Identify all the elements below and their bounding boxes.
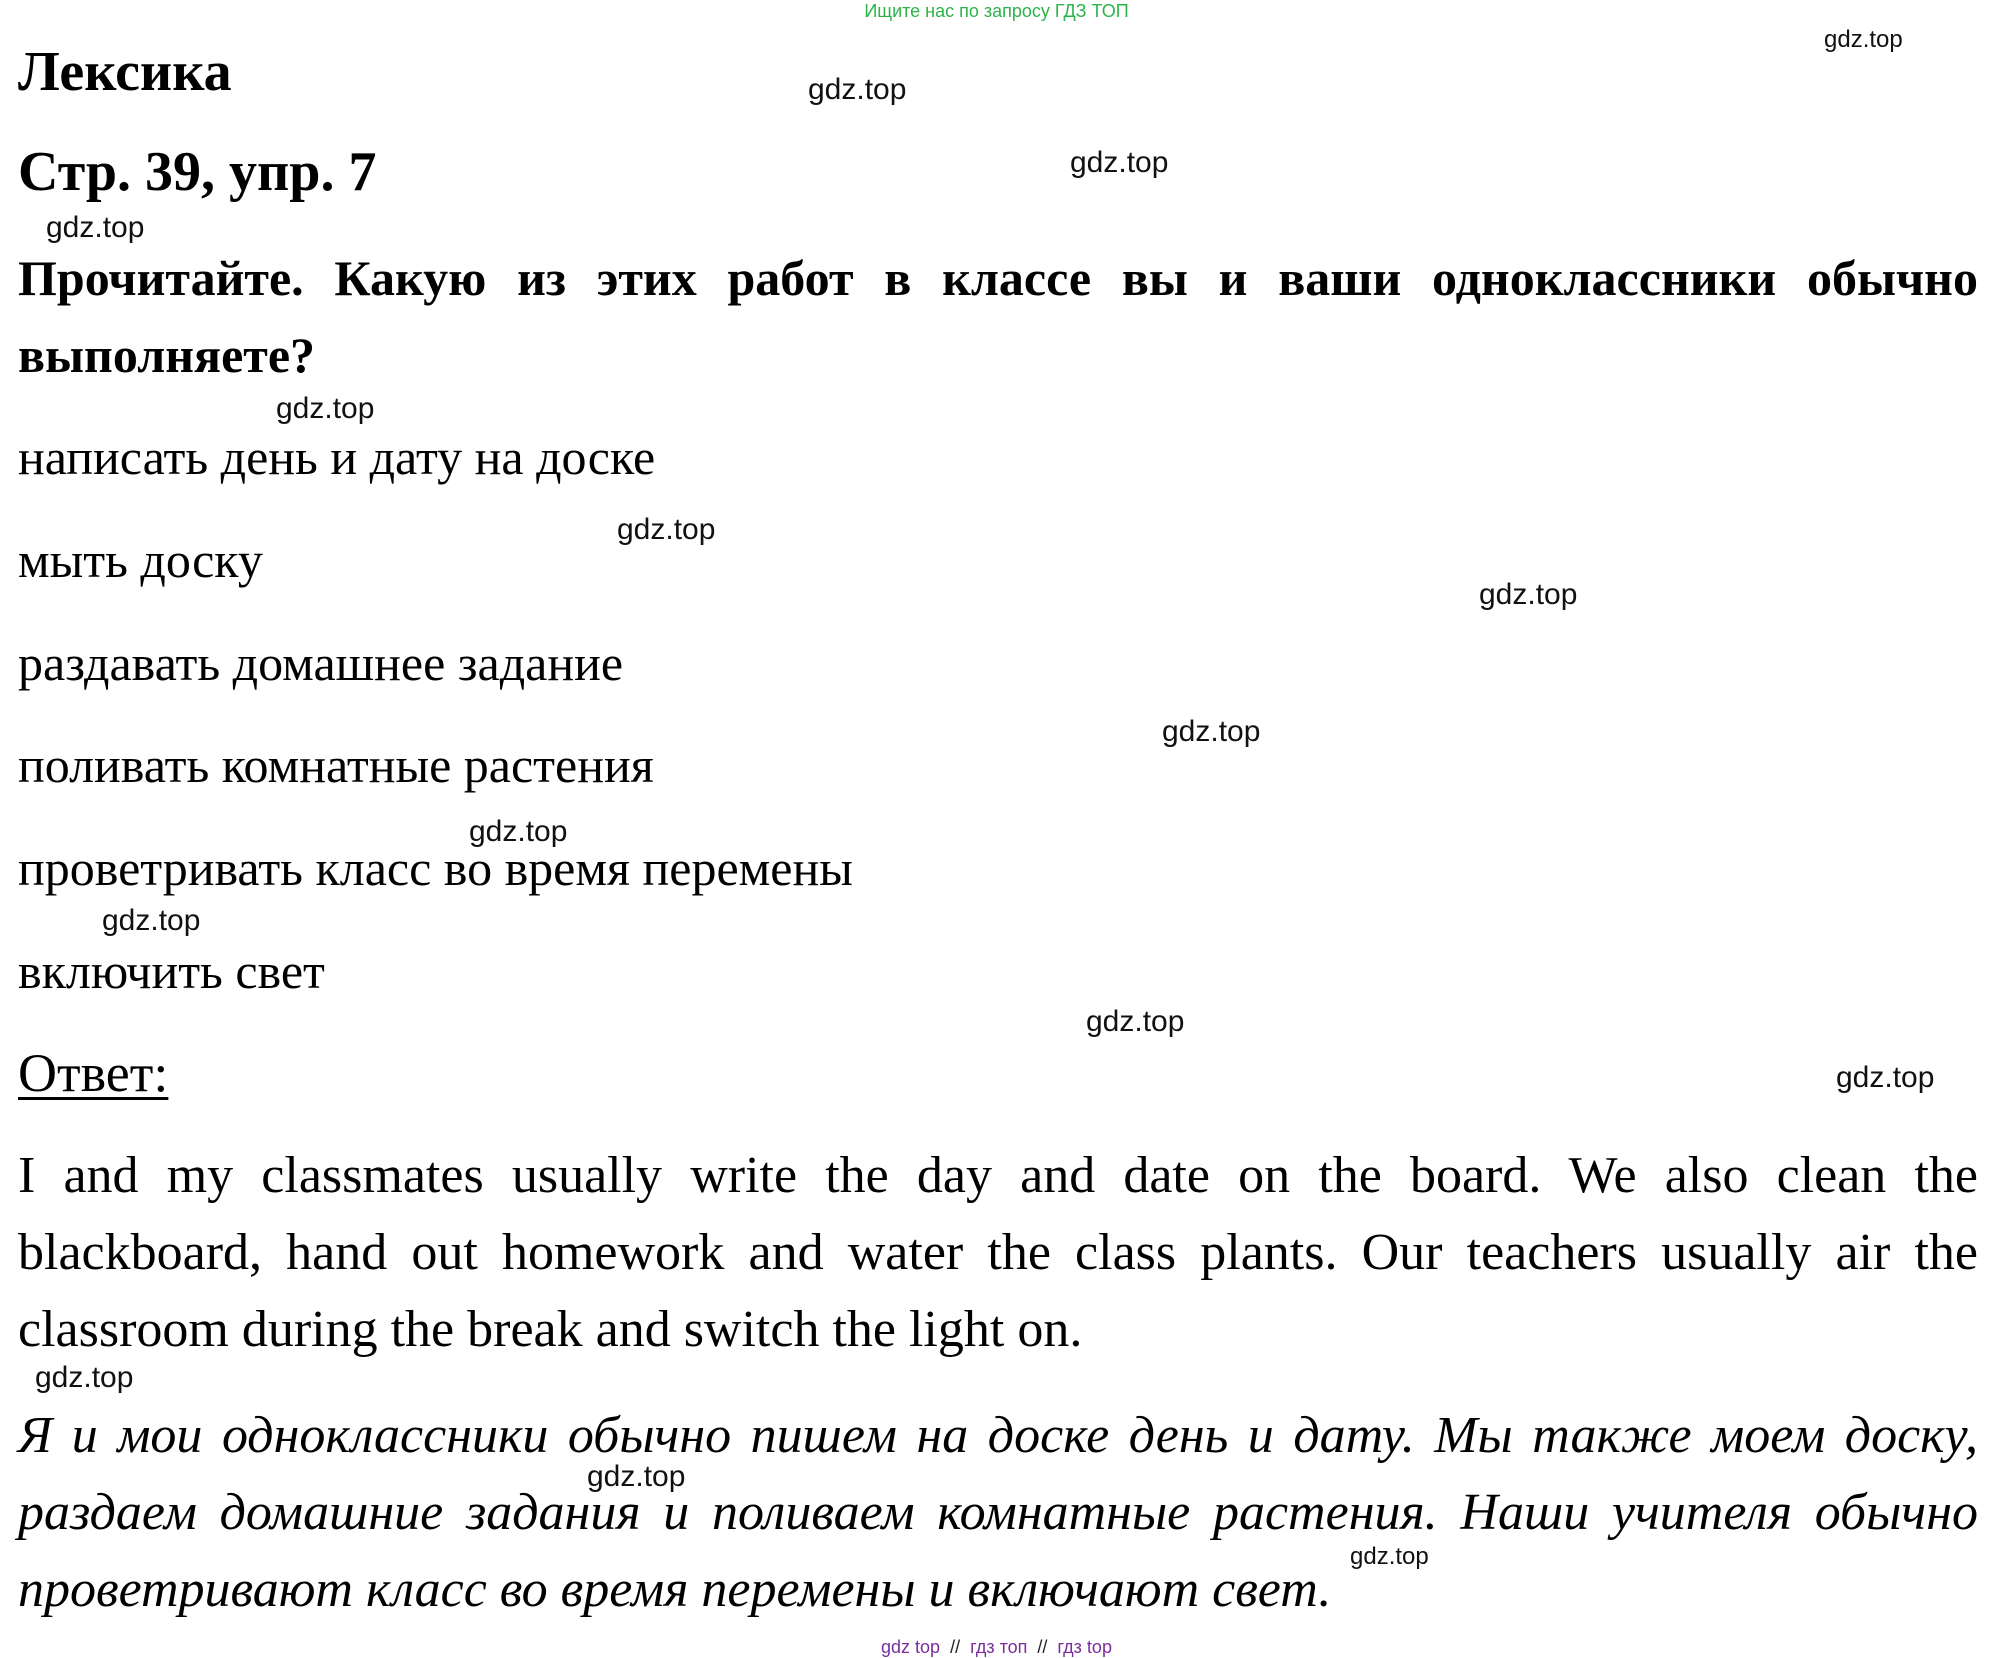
- instruction-text: Прочитайте. Какую из этих работ в классе вы и ваши одноклассники обычно выполняете?: [18, 250, 1978, 383]
- task-item: написать день и дату на доске: [18, 429, 656, 485]
- top-banner: Ищите нас по запросу ГДЗ ТОП: [864, 1, 1129, 21]
- answer-english-text: I and my classmates usually write the day and date on the board. We also clean the blackboard, hand out homework and water the class plants. Our teachers usually air the classroom during the break and switch the light on.: [18, 1147, 1978, 1358]
- watermark: gdz.top: [1350, 1543, 1429, 1570]
- watermark: gdz.top: [587, 1460, 686, 1493]
- bottom-banner-separator: //: [1037, 1637, 1048, 1657]
- watermark: gdz.top: [1836, 1061, 1935, 1094]
- answer-label: Ответ:: [18, 1043, 169, 1103]
- watermark: gdz.top: [35, 1361, 134, 1394]
- bottom-banner: [0, 1636, 1993, 1658]
- bottom-banner-separator: //: [950, 1637, 961, 1657]
- watermark: gdz.top: [808, 73, 907, 106]
- watermark: gdz.top: [46, 211, 145, 244]
- watermark: gdz.top: [1479, 578, 1578, 611]
- watermark: gdz.top: [1162, 715, 1261, 748]
- bottom-banner-item: гдз top: [1057, 1637, 1112, 1657]
- watermark: gdz.top: [276, 392, 375, 425]
- task-item: включить свет: [18, 943, 325, 999]
- watermark: gdz.top: [1086, 1005, 1185, 1038]
- section-title: Лексика: [18, 41, 232, 103]
- watermark: gdz.top: [102, 904, 201, 937]
- task-item: раздавать домашнее задание: [18, 635, 624, 691]
- task-item: мыть доску: [18, 532, 263, 588]
- task-item: поливать комнатные растения: [18, 737, 654, 793]
- bottom-banner-item: гдз топ: [970, 1637, 1028, 1657]
- watermark: gdz.top: [1824, 26, 1903, 53]
- task-item: проветривать класс во время перемены: [18, 840, 853, 896]
- bottom-banner-item: gdz top: [881, 1637, 941, 1657]
- watermark: gdz.top: [1070, 146, 1169, 179]
- exercise-title: Стр. 39, упр. 7: [18, 141, 377, 203]
- watermark: gdz.top: [617, 513, 716, 546]
- answer-russian-translation: Я и мои одноклассники обычно пишем на доске день и дату. Мы также моем доску, раздаем домашние задания и поливаем комнатные растения. Наши учителя обычно проветривают класс во время перемены и включают свет.: [18, 1407, 1978, 1618]
- watermark: gdz.top: [469, 815, 568, 848]
